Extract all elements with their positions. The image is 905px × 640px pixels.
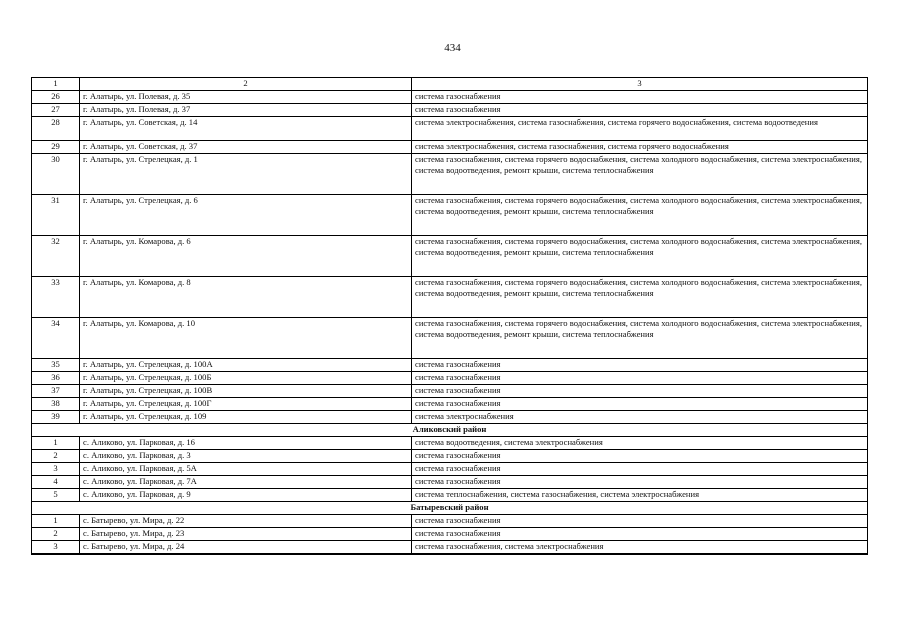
row-works: система газоснабжения (412, 91, 868, 104)
row-number: 1 (32, 515, 80, 528)
table-row (32, 104, 868, 117)
row-works: система газоснабжения, система горячего водоснабжения, система холодного водоснабжения, система электроснабжения, система водоотведения, ремонт крыши, система теплоснабжения (412, 277, 868, 318)
row-number: 32 (32, 236, 80, 277)
row-works: система газоснабжения, система горячего водоснабжения, система холодного водоснабжения, система электроснабжения, система водоотведения, ремонт крыши, система теплоснабжения (412, 195, 868, 236)
row-number: 35 (32, 359, 80, 372)
row-number: 29 (32, 141, 80, 154)
column-header-number: 1 (32, 78, 80, 91)
row-address: г. Алатырь, ул. Стрелецкая, д. 6 (80, 195, 412, 236)
row-number: 36 (32, 372, 80, 385)
table-row (32, 154, 868, 195)
row-number: 34 (32, 318, 80, 359)
section-title: Батыревский район (32, 502, 868, 515)
row-works: система газоснабжения (412, 372, 868, 385)
row-works: система водоотведения, система электроснабжения (412, 437, 868, 450)
row-address: г. Алатырь, ул. Стрелецкая, д. 109 (80, 411, 412, 424)
table-body (32, 78, 868, 555)
row-works: система теплоснабжения, система газоснабжения, система электроснабжения (412, 489, 868, 502)
works-table (31, 77, 868, 555)
row-number: 26 (32, 91, 80, 104)
row-address: г. Алатырь, ул. Стрелецкая, д. 100В (80, 385, 412, 398)
row-works: система газоснабжения (412, 450, 868, 463)
table-row (32, 277, 868, 318)
table-row (32, 515, 868, 528)
row-works: система газоснабжения (412, 528, 868, 541)
table-header-row (32, 78, 868, 91)
page-number: 434 (444, 42, 461, 54)
row-works: система газоснабжения (412, 463, 868, 476)
row-address: г. Алатырь, ул. Комарова, д. 8 (80, 277, 412, 318)
row-address: г. Алатырь, ул. Советская, д. 14 (80, 117, 412, 141)
row-number: 30 (32, 154, 80, 195)
row-address: г. Алатырь, ул. Комарова, д. 10 (80, 318, 412, 359)
row-works: система газоснабжения (412, 398, 868, 411)
table-row (32, 463, 868, 476)
table-row (32, 411, 868, 424)
table-row (32, 385, 868, 398)
row-number: 3 (32, 463, 80, 476)
row-works: система газоснабжения (412, 515, 868, 528)
row-address: с. Аликово, ул. Парковая, д. 5А (80, 463, 412, 476)
row-address: г. Алатырь, ул. Комарова, д. 6 (80, 236, 412, 277)
row-works: система газоснабжения (412, 476, 868, 489)
row-address: с. Аликово, ул. Парковая, д. 7А (80, 476, 412, 489)
table-row (32, 359, 868, 372)
table-row (32, 437, 868, 450)
table-row (32, 476, 868, 489)
section-row (32, 502, 868, 515)
row-address: г. Алатырь, ул. Стрелецкая, д. 100Б (80, 372, 412, 385)
row-works: система газоснабжения, система горячего водоснабжения, система холодного водоснабжения, система электроснабжения, система водоотведения, ремонт крыши, система теплоснабжения (412, 318, 868, 359)
section-title: Аликовский район (32, 424, 868, 437)
row-works: система газоснабжения (412, 385, 868, 398)
row-number: 3 (32, 541, 80, 555)
row-works: система газоснабжения, система электроснабжения (412, 541, 868, 555)
table-row (32, 489, 868, 502)
row-works: система электроснабжения, система газоснабжения, система горячего водоснабжения, система водоотведения (412, 117, 868, 141)
row-works: система газоснабжения, система горячего водоснабжения, система холодного водоснабжения, система электроснабжения, система водоотведения, ремонт крыши, система теплоснабжения (412, 236, 868, 277)
row-number: 28 (32, 117, 80, 141)
table-row (32, 541, 868, 555)
row-works: система газоснабжения, система горячего водоснабжения, система холодного водоснабжения, система электроснабжения, система водоотведения, ремонт крыши, система теплоснабжения (412, 154, 868, 195)
row-number: 5 (32, 489, 80, 502)
row-address: с. Аликово, ул. Парковая, д. 3 (80, 450, 412, 463)
row-address: с. Аликово, ул. Парковая, д. 9 (80, 489, 412, 502)
row-works: система газоснабжения (412, 359, 868, 372)
row-number: 37 (32, 385, 80, 398)
row-works: система электроснабжения (412, 411, 868, 424)
row-address: г. Алатырь, ул. Полевая, д. 37 (80, 104, 412, 117)
row-address: с. Аликово, ул. Парковая, д. 16 (80, 437, 412, 450)
row-address: г. Алатырь, ул. Стрелецкая, д. 1 (80, 154, 412, 195)
row-address: г. Алатырь, ул. Советская, д. 37 (80, 141, 412, 154)
table-row (32, 195, 868, 236)
row-address: с. Батырево, ул. Мира, д. 23 (80, 528, 412, 541)
row-number: 39 (32, 411, 80, 424)
row-number: 1 (32, 437, 80, 450)
row-number: 4 (32, 476, 80, 489)
row-number: 2 (32, 450, 80, 463)
row-address: с. Батырево, ул. Мира, д. 24 (80, 541, 412, 555)
row-number: 31 (32, 195, 80, 236)
table-row (32, 117, 868, 141)
row-address: с. Батырево, ул. Мира, д. 22 (80, 515, 412, 528)
row-number: 27 (32, 104, 80, 117)
table-row (32, 318, 868, 359)
column-header-works: 3 (412, 78, 868, 91)
table-row (32, 450, 868, 463)
table-row (32, 236, 868, 277)
section-row (32, 424, 868, 437)
table-row (32, 372, 868, 385)
table-row (32, 141, 868, 154)
row-number: 2 (32, 528, 80, 541)
column-header-address: 2 (80, 78, 412, 91)
row-number: 33 (32, 277, 80, 318)
row-number: 38 (32, 398, 80, 411)
table-row (32, 398, 868, 411)
row-address: г. Алатырь, ул. Стрелецкая, д. 100А (80, 359, 412, 372)
row-works: система электроснабжения, система газоснабжения, система горячего водоснабжения (412, 141, 868, 154)
row-address: г. Алатырь, ул. Стрелецкая, д. 100Г (80, 398, 412, 411)
table-row (32, 91, 868, 104)
table-row (32, 528, 868, 541)
row-address: г. Алатырь, ул. Полевая, д. 35 (80, 91, 412, 104)
row-works: система газоснабжения (412, 104, 868, 117)
